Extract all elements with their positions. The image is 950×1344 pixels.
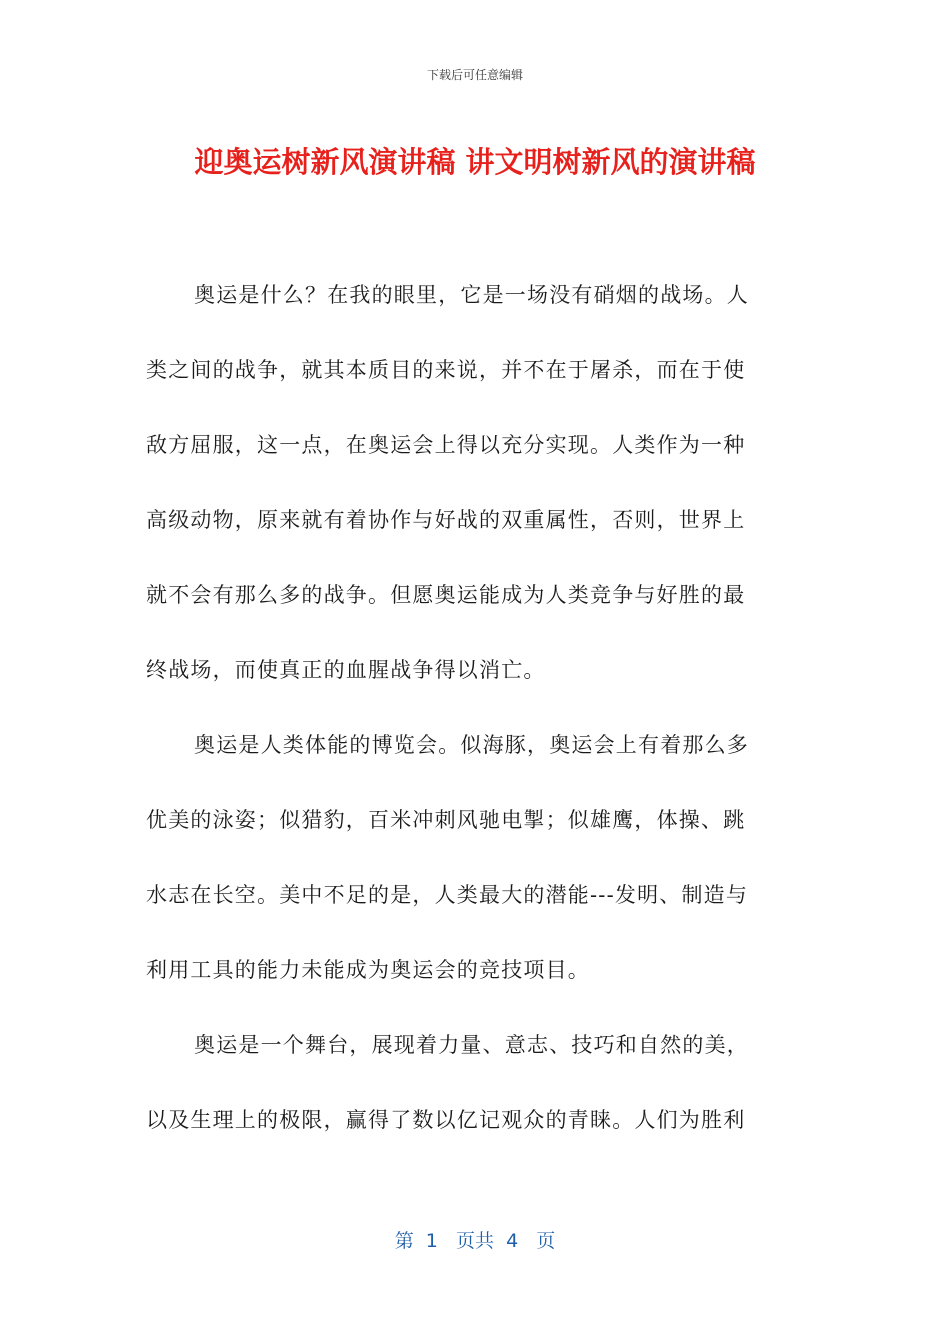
page-footer: 第 1 页共 4 页 xyxy=(394,1230,556,1252)
paragraph-line: 终战场，而使真正的血腥战争得以消亡。 xyxy=(146,658,546,682)
paragraph-line: 优美的泳姿；似猎豹，百米冲刺风驰电掣；似雄鹰，体操、跳 xyxy=(146,808,746,832)
paragraph-line: 奥运是一个舞台，展现着力量、意志、技巧和自然的美， xyxy=(194,1033,749,1057)
paragraph-line: 水志在长空。美中不足的是，人类最大的潜能---发明、制造与 xyxy=(146,883,749,907)
document-body xyxy=(146,275,806,1175)
paragraph-line: 就不会有那么多的战争。但愿奥运能成为人类竞争与好胜的最 xyxy=(146,583,746,607)
paragraph-line: 奥运是什么？在我的眼里，它是一场没有硝烟的战场。人 xyxy=(194,283,749,307)
paragraph-line: 以及生理上的极限，赢得了数以亿记观众的青睐。人们为胜利 xyxy=(146,1108,746,1132)
paragraph-line: 高级动物，原来就有着协作与好战的双重属性，否则，世界上 xyxy=(146,508,746,532)
paragraph-line: 奥运是人类体能的博览会。似海豚，奥运会上有着那么多 xyxy=(194,733,749,757)
paragraph-line: 利用工具的能力未能成为奥运会的竞技项目。 xyxy=(146,958,590,982)
paragraph-line: 敌方屈服，这一点，在奥运会上得以充分实现。人类作为一种 xyxy=(146,433,746,457)
paragraph-line: 类之间的战争，就其本质目的来说，并不在于屠杀，而在于使 xyxy=(146,358,746,382)
document-title: 迎奥运树新风演讲稿 讲文明树新风的演讲稿 xyxy=(194,145,756,179)
header-note: 下载后可任意编辑 xyxy=(426,68,523,82)
